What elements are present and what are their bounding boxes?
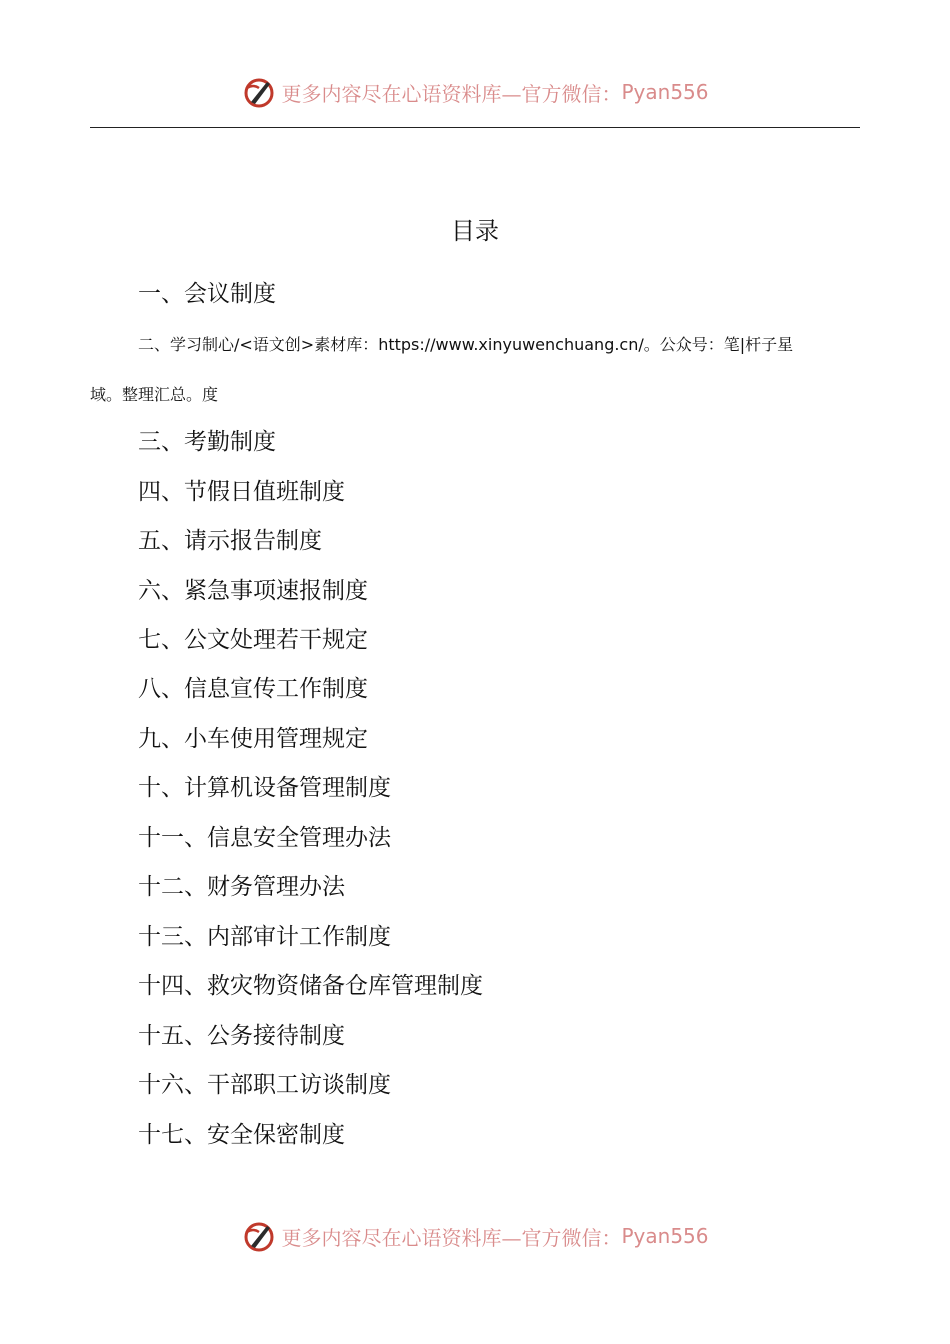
watermark-text: 更多内容尽在心语资料库—官方微信： bbox=[281, 81, 622, 106]
toc-item-13: 十三、内部审计工作制度 bbox=[138, 924, 391, 950]
header-watermark bbox=[0, 72, 950, 112]
toc-item-17: 十七、安全保密制度 bbox=[138, 1122, 345, 1148]
toc-title: 目录 bbox=[451, 217, 499, 245]
toc-item-2-line-1: 二、学习制心/<语文创>素材库：https://www.xinyuwenchuang.cn/。公众号：笔|杆子星 bbox=[138, 335, 794, 354]
toc-item-14: 十四、救灾物资储备仓库管理制度 bbox=[138, 973, 483, 999]
toc-item-1: 一、会议制度 bbox=[138, 281, 276, 307]
toc-item-3: 三、考勤制度 bbox=[138, 429, 276, 455]
header-rule bbox=[90, 127, 860, 128]
toc-item-10: 十、计算机设备管理制度 bbox=[138, 775, 391, 801]
toc-item-16: 十六、干部职工访谈制度 bbox=[138, 1072, 391, 1098]
toc-item-6: 六、紧急事项速报制度 bbox=[138, 578, 368, 604]
toc-item-15: 十五、公务接待制度 bbox=[138, 1023, 345, 1049]
watermark-wechat-id: Pyan556 bbox=[621, 1224, 709, 1248]
toc-item-2-line-2: 域。整理汇总。度 bbox=[90, 385, 219, 404]
brush-logo-icon bbox=[241, 74, 277, 110]
toc-item-4: 四、节假日值班制度 bbox=[138, 479, 345, 505]
toc-item-8: 八、信息宣传工作制度 bbox=[138, 676, 368, 702]
toc-item-7: 七、公文处理若干规定 bbox=[138, 627, 368, 653]
toc-item-5: 五、请示报告制度 bbox=[138, 528, 322, 554]
watermark-text: 更多内容尽在心语资料库—官方微信： bbox=[281, 1225, 622, 1250]
toc-item-12: 十二、财务管理办法 bbox=[138, 874, 345, 900]
toc-item-9: 九、小车使用管理规定 bbox=[138, 726, 368, 752]
brush-logo-icon bbox=[241, 1218, 277, 1254]
toc-item-11: 十一、信息安全管理办法 bbox=[138, 825, 391, 851]
footer-watermark bbox=[0, 1216, 950, 1256]
watermark-wechat-id: Pyan556 bbox=[621, 80, 709, 104]
